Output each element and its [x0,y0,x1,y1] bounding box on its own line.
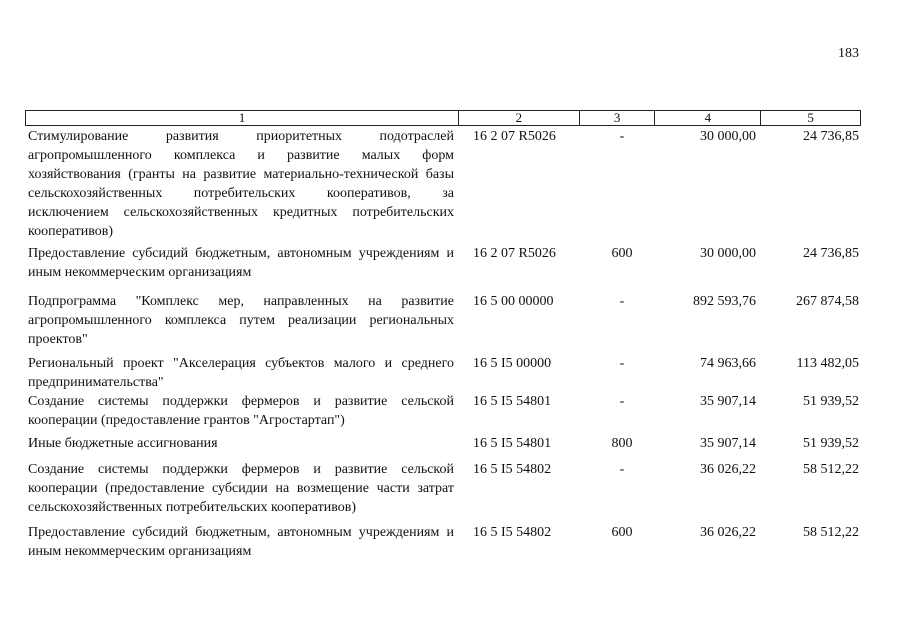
header-col-1: 1 [26,111,459,125]
row-name: Иные бюджетные ассигнования [28,436,218,451]
header-col-5: 5 [807,110,814,125]
row-value-4: 36 026,22 [700,525,756,540]
row-code: 16 5 I5 54801 [473,394,552,409]
row-value-5: 58 512,22 [803,525,859,540]
row-value-5: 51 939,52 [803,394,859,409]
row-value-5: 24 736,85 [803,129,859,144]
row-name: Региональный проект "Акселерация субъектов малого и среднего предпринимательства" [28,356,454,390]
row-kvr: - [619,294,625,309]
header-col-4: 4 [655,111,761,125]
row-value-4: 30 000,00 [700,129,756,144]
row-value-5: 113 482,05 [796,356,859,371]
row-value-4: 30 000,00 [700,246,756,261]
header-col-3: 3 [580,111,656,125]
row-code: 16 5 00 00000 [473,294,554,309]
row-kvr: 600 [611,525,633,540]
row-kvr: - [619,462,625,477]
row-value-4: 36 026,22 [700,462,756,477]
row-value-5: 51 939,52 [803,436,859,451]
row-name: Предоставление субсидий бюджетным, автономным учреждениям и иным некоммерческим организациям [28,525,454,559]
row-value-4: 35 907,14 [700,436,756,451]
row-kvr: - [619,394,625,409]
row-value-5: 58 512,22 [803,462,859,477]
table-header [25,110,861,126]
row-value-5: 267 874,58 [796,294,859,309]
row-kvr: 600 [611,246,633,261]
row-name: Подпрограмма "Комплекс мер, направленных на развитие агропромышленного комплекса путем реализации региональных проектов" [28,294,454,347]
row-kvr: - [619,129,625,144]
row-code: 16 5 I5 00000 [473,356,552,371]
row-value-4: 35 907,14 [700,394,756,409]
row-code: 16 2 07 R5026 [473,129,556,144]
row-name: Создание системы поддержки фермеров и развитие сельской кооперации (предоставление грантов "Агростартап") [28,394,454,428]
row-value-4: 74 963,66 [700,356,756,371]
row-name: Предоставление субсидий бюджетным, автономным учреждениям и иным некоммерческим организациям [28,246,454,280]
row-value-5: 24 736,85 [803,246,859,261]
row-code: 16 2 07 R5026 [473,246,556,261]
row-name: Создание системы поддержки фермеров и развитие сельской кооперации (предоставление субсидии на возмещение части затрат сельскохозяйственных потребительских кооперативов) [28,462,454,515]
row-name: Стимулирование развития приоритетных подотраслей агропромышленного комплекса и развитие малых форм хозяйствования (гранты на развитие материально-технической базы сельскохозяйственных потребительских кооперативов, за исключением сельскохозяйственных кредитных потребительских кооперативов) [28,129,454,239]
row-code: 16 5 I5 54801 [473,436,552,451]
row-value-4: 892 593,76 [693,294,756,309]
row-kvr: 800 [611,436,633,451]
header-col-2: 2 [459,111,580,125]
row-code: 16 5 I5 54802 [473,525,552,540]
page-number: 183 [838,46,859,61]
row-kvr: - [619,356,625,371]
row-code: 16 5 I5 54802 [473,462,552,477]
